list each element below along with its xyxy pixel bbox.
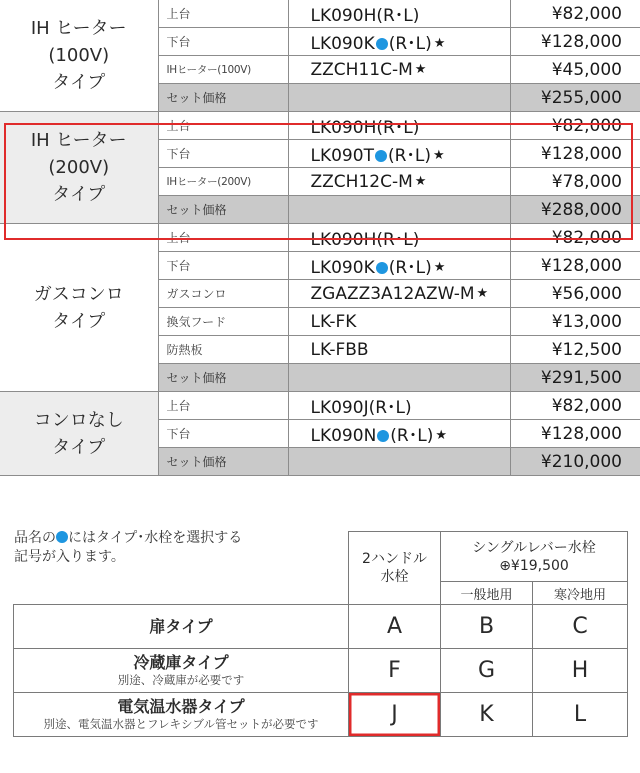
- model-suffix: (R･L): [376, 230, 420, 250]
- symbol-note: [14, 529, 242, 567]
- note-text-before: 品名の: [14, 530, 56, 546]
- table-row: [0, 0, 640, 28]
- star-icon: ★: [414, 61, 427, 77]
- model-number: [288, 140, 510, 168]
- item-price: ¥82,000: [510, 0, 640, 28]
- set-price-label: セット価格: [158, 84, 288, 112]
- part-name: 上台: [158, 392, 288, 420]
- faucet-code: L: [533, 693, 628, 737]
- item-price: ¥128,000: [510, 140, 640, 168]
- blue-dot-icon: [377, 430, 389, 442]
- cabinet-type-note: 別途、電気温水器とフレキシブル管セットが必要です: [43, 717, 319, 731]
- item-price: ¥13,000: [510, 308, 640, 336]
- blue-dot-icon: [375, 150, 387, 162]
- model-number: [288, 168, 510, 196]
- faucet-code: J: [349, 693, 441, 737]
- model-suffix: (R･L): [376, 118, 420, 138]
- model-suffix: (R･L): [388, 258, 432, 278]
- blue-dot-icon: [56, 531, 68, 543]
- model-number: [288, 28, 510, 56]
- note-text-after: にはタイプ･水栓を選択する: [68, 530, 243, 546]
- model-number: [288, 336, 510, 364]
- star-icon: ★: [476, 285, 489, 301]
- set-price-label: セット価格: [158, 448, 288, 476]
- set-price-blank: [288, 196, 510, 224]
- model-number: [288, 420, 510, 448]
- set-price: ¥288,000: [510, 196, 640, 224]
- star-icon: ★: [433, 36, 446, 51]
- faucet-code: F: [349, 649, 441, 693]
- model-code: LK090H: [310, 230, 377, 250]
- part-name: 下台: [158, 28, 288, 56]
- model-code: LK090T: [310, 146, 374, 166]
- faucet-code: B: [441, 605, 533, 649]
- model-code: ZGAZZ3A12AZW-M: [310, 283, 475, 304]
- model-number: [288, 308, 510, 336]
- model-code: LK090K: [310, 258, 375, 278]
- set-price-blank: [288, 448, 510, 476]
- set-price-label: セット価格: [158, 196, 288, 224]
- item-price: ¥128,000: [510, 28, 640, 56]
- faucet-row-header: [14, 605, 349, 649]
- table-row: [0, 392, 640, 420]
- faucet-row-header: [14, 693, 349, 737]
- cabinet-type-title: 冷蔵庫タイプ: [133, 653, 229, 672]
- item-price: ¥82,000: [510, 112, 640, 140]
- faucet-row-header: [14, 649, 349, 693]
- part-name: 下台: [158, 140, 288, 168]
- part-name: 換気フード: [158, 308, 288, 336]
- two-handle-faucet-header: 2ハンドル 水栓: [349, 532, 441, 605]
- model-code: ZZCH11C-M: [310, 59, 413, 80]
- model-number: [288, 112, 510, 140]
- table-row: [0, 224, 640, 252]
- part-name: IHヒーター(200V): [158, 168, 288, 196]
- type-label: IH ヒーター (200V) タイプ: [0, 112, 158, 224]
- model-number: [288, 56, 510, 84]
- set-price: ¥210,000: [510, 448, 640, 476]
- star-icon: ★: [433, 260, 446, 275]
- set-price-blank: [288, 364, 510, 392]
- type-label: コンロなし タイプ: [0, 392, 158, 476]
- model-code: LK090N: [310, 426, 377, 446]
- model-suffix: (R･L): [388, 34, 432, 54]
- part-name: 上台: [158, 112, 288, 140]
- model-number: [288, 280, 510, 308]
- item-price: ¥128,000: [510, 420, 640, 448]
- model-code: LK090H: [310, 6, 377, 26]
- item-price: ¥82,000: [510, 224, 640, 252]
- faucet-row: [14, 649, 628, 693]
- part-name: 防熱板: [158, 336, 288, 364]
- general-area-header: 一般地用: [441, 582, 533, 605]
- faucet-table-rows: [14, 605, 628, 737]
- item-price: ¥82,000: [510, 392, 640, 420]
- model-number: [288, 392, 510, 420]
- cold-area-header: 寒冷地用: [533, 582, 628, 605]
- model-number: [288, 224, 510, 252]
- part-name: IHヒーター(100V): [158, 56, 288, 84]
- model-code: ZZCH12C-M: [310, 171, 413, 192]
- model-code: LK-FK: [310, 311, 357, 332]
- type-label: ガスコンロ タイプ: [0, 224, 158, 392]
- cabinet-type-title: 電気温水器タイプ: [117, 697, 245, 716]
- model-code: LK-FBB: [310, 339, 369, 360]
- model-number: [288, 252, 510, 280]
- star-icon: ★: [414, 173, 427, 189]
- blue-dot-icon: [376, 262, 388, 274]
- type-label: IH ヒーター (100V) タイプ: [0, 0, 158, 112]
- set-price: ¥291,500: [510, 364, 640, 392]
- single-lever-faucet-header: シングルレバー水栓 ⊕¥19,500: [441, 532, 628, 582]
- item-price: ¥12,500: [510, 336, 640, 364]
- cabinet-type-title: 扉タイプ: [149, 616, 213, 636]
- set-price-label: セット価格: [158, 364, 288, 392]
- table-row: [0, 112, 640, 140]
- model-number: [288, 0, 510, 28]
- set-price-blank: [288, 84, 510, 112]
- faucet-code: A: [349, 605, 441, 649]
- item-price: ¥128,000: [510, 252, 640, 280]
- part-name: 下台: [158, 420, 288, 448]
- part-name: 下台: [158, 252, 288, 280]
- part-name: ガスコンロ: [158, 280, 288, 308]
- blue-dot-icon: [376, 38, 388, 50]
- item-price: ¥56,000: [510, 280, 640, 308]
- model-suffix: (R･L): [368, 398, 412, 418]
- model-code: LK090K: [310, 34, 375, 54]
- star-icon: ★: [433, 148, 445, 163]
- faucet-row: [14, 693, 628, 737]
- part-name: 上台: [158, 0, 288, 28]
- star-icon: ★: [435, 428, 448, 443]
- cabinet-type-note: 別途、冷蔵庫が必要です: [117, 673, 245, 687]
- part-name: 上台: [158, 224, 288, 252]
- note-text-line2: 記号が入ります。: [14, 549, 125, 565]
- faucet-code: K: [441, 693, 533, 737]
- model-suffix: (R･L): [390, 426, 434, 446]
- set-price: ¥255,000: [510, 84, 640, 112]
- faucet-code: C: [533, 605, 628, 649]
- faucet-row: [14, 605, 628, 649]
- item-price: ¥78,000: [510, 168, 640, 196]
- faucet-code: H: [533, 649, 628, 693]
- model-code: LK090H: [310, 118, 377, 138]
- model-suffix: (R･L): [376, 6, 420, 26]
- item-price: ¥45,000: [510, 56, 640, 84]
- faucet-code: G: [441, 649, 533, 693]
- model-code: LK090J: [310, 398, 369, 418]
- model-suffix: (R･L): [387, 146, 432, 166]
